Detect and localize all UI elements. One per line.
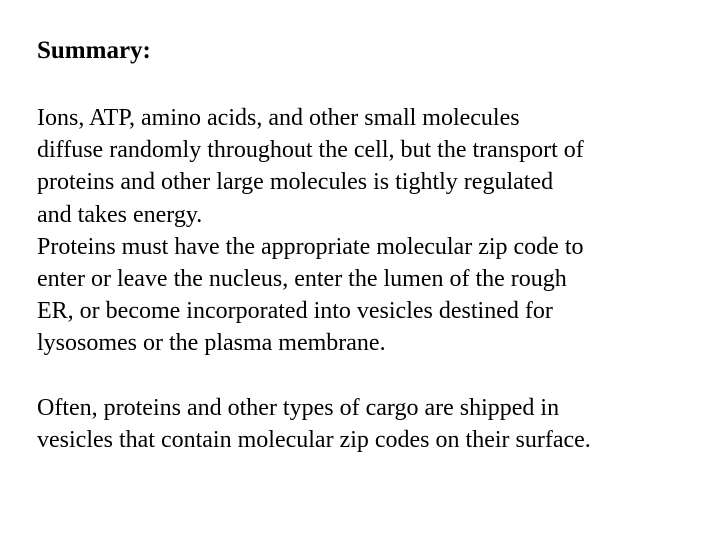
- text-line: Often, proteins and other types of cargo are shipped in: [37, 394, 560, 421]
- text-line: diffuse randomly throughout the cell, but the transport of: [37, 137, 584, 164]
- text-line: enter or leave the nucleus, enter the lumen of the rough: [37, 266, 567, 293]
- text-line: vesicles that contain molecular zip codes on their surface.: [37, 426, 591, 453]
- text-line: and takes energy.: [37, 201, 203, 228]
- text-line: Proteins must have the appropriate molecular zip code to: [37, 233, 584, 260]
- text-line: Ions, ATP, amino acids, and other small molecules: [37, 105, 520, 131]
- text-line: ER, or become incorporated into vesicles destined for: [37, 298, 553, 325]
- paragraph-small-molecules: [37, 102, 707, 231]
- slide-body: [37, 102, 707, 456]
- paragraph-zip-code: [37, 231, 707, 360]
- paragraph-vesicles: [37, 392, 707, 456]
- text-line: lysosomes or the plasma membrane.: [37, 330, 386, 357]
- slide-heading: Summary:: [37, 37, 151, 64]
- paragraph-spacer: [37, 360, 707, 392]
- text-line: proteins and other large molecules is tightly regulated: [37, 169, 554, 196]
